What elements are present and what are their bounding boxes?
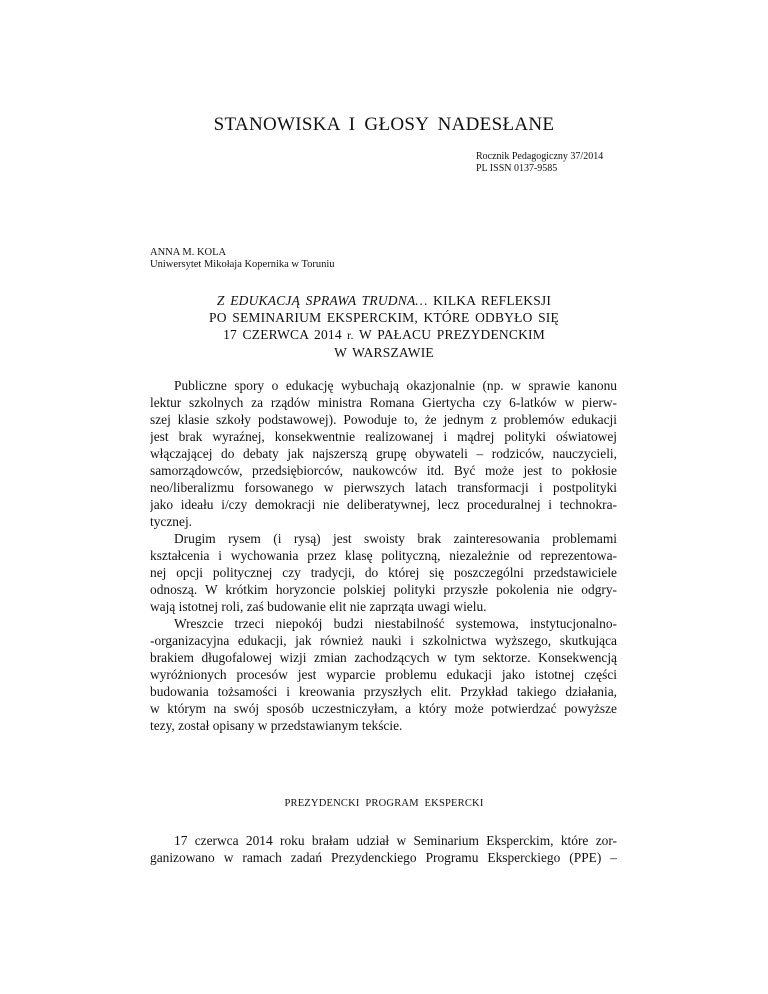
author-name: ANNA M. KOLA: [150, 247, 227, 258]
title-line-3-r: r.: [341, 328, 359, 342]
paragraph-line: lektur szkolnych za rządów ministra Romana Giertycha czy 6-latków w pierw-: [150, 395, 617, 410]
paragraph-line: szej klasie szkoły podstawowej). Powoduje to, że jednym z problemów edukacji: [150, 412, 617, 427]
paragraph-line: w którym na swój sposób uczestniczyłam, a który może potwierdzać powyższe: [150, 701, 617, 716]
paragraph-line: ganizowano w ramach zadań Prezydenckiego Programu Eksperckiego (PPE) –: [150, 850, 617, 865]
title-line-4: W WARSZAWIE: [334, 345, 434, 360]
paragraph-line: wyróżnionych procesów jest wyparcie problemu edukacji jako istotnej części: [150, 667, 617, 682]
article-title: [150, 292, 618, 361]
paragraph-line: Wreszcie trzeci niepokój budzi niestabilność systemowa, instytucjonalno-: [174, 616, 617, 631]
paragraph-line: jest brak wyraźnej, konsekwentnie realizowanej i mądrej polityki oświatowej: [150, 429, 617, 444]
author-block: [150, 247, 335, 271]
title-line-2: PO SEMINARIUM EKSPERCKIM, KTÓRE ODBYŁO SIĘ: [209, 310, 559, 325]
paragraph-line: budowania tożsamości i kreowania przyszłych elit. Przykład takiego działania,: [150, 684, 617, 699]
paragraph-line: Publiczne spory o edukację wybuchają okazjonalnie (np. w sprawie kanonu: [174, 378, 617, 393]
paragraph-line: -organizacyjna edukacji, jak również nauki i szkolnictwa wyższego, skutkująca: [150, 633, 617, 648]
title-line-3: [150, 326, 618, 344]
author-affiliation: Uniwersytet Mikołaja Kopernika w Toruniu: [150, 259, 335, 270]
paragraph-line: włączającej do debaty jak najszerszą grupę obywateli – rodziców, nauczycieli,: [150, 446, 617, 461]
paragraph-line: Drugim rysem (i rysą) jest swoisty brak zainteresowania problemami: [174, 531, 617, 546]
intro-text: [150, 377, 617, 734]
paragraph-line: samorządowców, przedsiębiorców, naukowców itd. Być może jest to pokłosie: [150, 463, 617, 478]
paragraph-line: odnoszą. W krótkim horyzoncie polskiej polityki przyszłe pokolenia nie odgry-: [150, 582, 617, 597]
journal-issn: PL ISSN 0137-9585: [476, 163, 558, 174]
section-heading: STANOWISKA I GŁOSY NADESŁANE: [213, 114, 555, 135]
paragraph-line: jako ideału i/czy demokracji nie deliberatywnej, lecz proceduralnej i technokra-: [150, 497, 617, 512]
title-line-1-rest: KILKA REFLEKSJI: [427, 293, 552, 308]
paragraph-line: tezy, został opisany w przedstawianym tekście.: [150, 718, 403, 733]
section-text: [150, 832, 617, 866]
journal-info: [476, 151, 603, 175]
paragraph-line: brakiem długofalowej wizji zmian zachodzących w tym sektorze. Konsekwencją: [150, 650, 617, 665]
paragraph-line: tycznej.: [150, 514, 193, 529]
paragraph-line: nej opcji politycznej czy tradycji, do której się poszczególni przedstawiciele: [150, 565, 617, 580]
paragraph-line: kształcenia i wychowania przez klasę polityczną, niezależnie od reprezentowa-: [150, 548, 617, 563]
paragraph-line: wają istotnej roli, zaś budowanie elit nie zaprząta uwagi wielu.: [150, 599, 487, 614]
title-line-1: [150, 292, 618, 309]
journal-name: Rocznik Pedagogiczny 37/2014: [476, 151, 604, 162]
paragraph-line: 17 czerwca 2014 roku brałam udział w Seminarium Eksperckim, które zor-: [174, 833, 617, 848]
title-line-3-place: W PAŁACU PREZYDENCKIM: [358, 327, 545, 342]
title-line-3-date: 17 CZERWCA 2014: [223, 327, 342, 342]
subsection-heading: PREZYDENCKI PROGRAM EKSPERCKI: [284, 798, 484, 809]
title-italic-part: Z EDUKACJĄ SPRAWA TRUDNA…: [216, 293, 428, 308]
paragraph-line: neo/liberalizmu forsowanego w pierwszych latach transformacji i postpolityki: [150, 480, 617, 495]
